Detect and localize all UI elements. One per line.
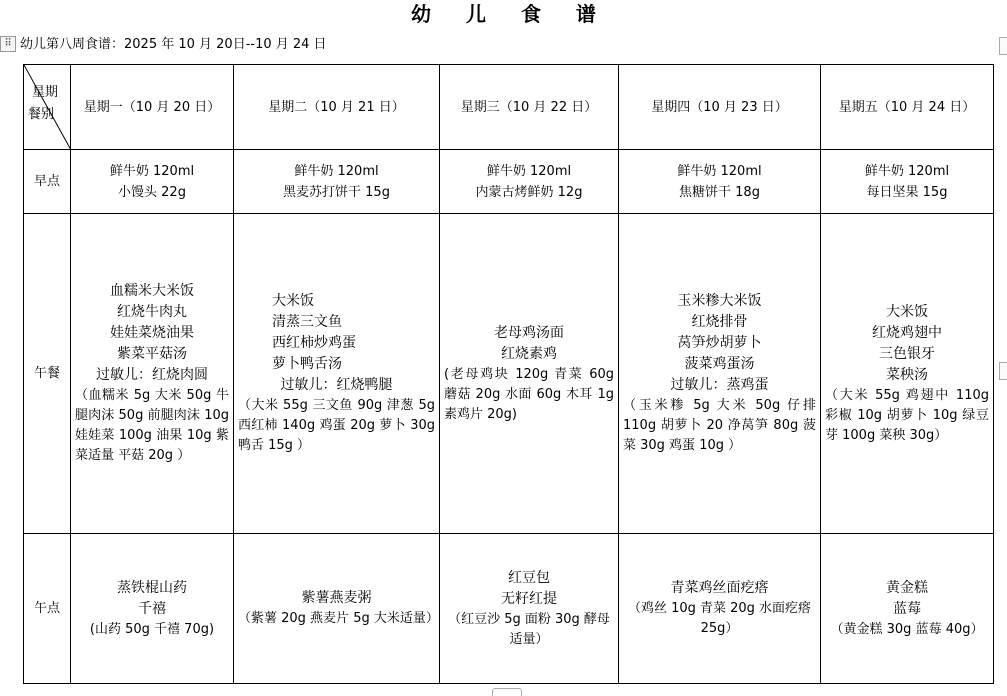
dish-name: 菜秧汤	[886, 366, 928, 383]
dish-name: 蓝莓	[893, 600, 921, 617]
meal-label-breakfast: 早点	[24, 150, 71, 214]
dish-name: 红烧排骨	[691, 314, 748, 330]
meal-label-lunch: 午餐	[24, 214, 71, 534]
header-row	[24, 65, 994, 150]
day-header-tuesday: 星期二（10 月 21 日）	[234, 65, 440, 150]
day-header-wednesday: 星期三（10 月 22 日）	[440, 65, 619, 150]
lunch-cell-tuesday	[234, 214, 440, 534]
page-title: 幼 儿 食 谱	[411, 2, 610, 26]
menu-item: 鲜牛奶 120ml	[677, 163, 762, 179]
dish-name: 红烧牛肉丸	[117, 304, 187, 320]
ingredient-detail: （大米 55g 三文鱼 90g 津葱 5g 西红柿 140g 鸡蛋 20g 萝卜 30g 鸭舌 15g ）	[238, 398, 435, 453]
ingredient-detail: （大米 55g 鸡翅中 110g 彩椒 10g 胡萝卜 10g 绿豆芽 100g 菜秧 30g）	[825, 387, 989, 443]
dish-name: 玉米糁大米饭	[677, 293, 762, 309]
breakfast-cell-monday	[71, 150, 234, 214]
menu-item: 鲜牛奶 120ml	[486, 163, 572, 179]
allergy-alternative: 过敏儿：红烧鸭腿	[280, 377, 393, 393]
ingredient-detail: （红豆沙 5g 面粉 30g 酵母适量）	[448, 611, 610, 647]
meal-label-snack: 午点	[24, 534, 71, 684]
dish-name: 萝卜鸭舌汤	[272, 356, 342, 372]
dish-name: 紫菜平菇汤	[117, 346, 187, 362]
dish-name: 红豆包	[508, 569, 550, 586]
breakfast-cell-friday	[821, 150, 994, 214]
menu-item: 鲜牛奶 120ml	[294, 163, 379, 179]
menu-item: 小馒头 22g	[118, 184, 186, 200]
ingredient-detail: （紫薯 20g 燕麦片 5g 大米适量）	[238, 611, 439, 626]
ingredient-detail: （玉米糁 5g 大米 50g 仔排 110g 胡萝卜 20 净莴笋 80g 菠菜 30g 鸡蛋 10g ）	[623, 398, 816, 453]
breakfast-row	[24, 150, 994, 214]
dish-name: 三色银牙	[879, 345, 935, 362]
ingredient-detail: （鸡丝 10g 青菜 20g 水面疙瘩 25g）	[627, 601, 812, 636]
dish-name: 千禧	[138, 600, 166, 617]
ingredient-detail: （黄金糕 30g 蓝莓 40g）	[830, 621, 984, 637]
menu-table	[23, 64, 994, 684]
snack-cell-tuesday	[234, 534, 440, 684]
dish-name: 蒸铁棍山药	[117, 579, 187, 596]
lunch-cell-friday	[821, 214, 994, 534]
breakfast-cell-tuesday	[234, 150, 440, 214]
snack-row	[24, 534, 994, 684]
menu-item: 焦糖饼干 18g	[679, 184, 760, 200]
day-header-monday: 星期一（10 月 20 日）	[71, 65, 234, 150]
dish-name: 无籽红提	[501, 590, 557, 607]
ingredient-detail: （血糯米 5g 大米 50g 牛腿肉沫 50g 前腿肉沫 10g 娃娃菜 100g 油果 10g 紫菜适量 平菇 20g ）	[75, 388, 229, 463]
table-move-handle-icon[interactable]: ⠿	[0, 36, 16, 52]
dish-name: 莴笋炒胡萝卜	[677, 335, 762, 351]
breakfast-cell-thursday	[619, 150, 821, 214]
day-header-thursday: 星期四（10 月 23 日）	[619, 65, 821, 150]
corner-weekday-label: 星期	[32, 85, 59, 100]
dish-name: 娃娃菜烧油果	[110, 325, 194, 341]
allergy-alternative: 过敏儿：红烧肉圆	[96, 367, 208, 383]
menu-item: 鲜牛奶 120ml	[864, 163, 950, 179]
ingredient-detail: (山药 50g 千禧 70g)	[89, 621, 215, 637]
ingredient-detail: (老母鸡块 120g 青菜 60g 蘑菇 20g 水面 60g 木耳 1g 素鸡片 20g)	[444, 366, 614, 422]
dish-name: 大米饭	[272, 293, 314, 309]
snack-cell-wednesday	[440, 534, 619, 684]
menu-item: 黑麦苏打饼干 15g	[283, 184, 390, 200]
lunch-cell-monday	[71, 214, 234, 534]
dish-name: 血糯米大米饭	[110, 283, 194, 299]
menu-item: 每日坚果 15g	[866, 184, 948, 200]
lunch-row	[24, 214, 994, 534]
dish-name: 红烧鸡翅中	[872, 324, 942, 341]
menu-item: 鲜牛奶 120ml	[109, 163, 195, 179]
bottom-scroll-tab[interactable]	[492, 688, 522, 696]
menu-item: 内蒙古烤鲜奶 12g	[475, 184, 583, 200]
week-subtitle: 幼儿第八周食谱：2025 年 10 月 20日--10 月 24 日	[20, 37, 327, 52]
snack-cell-thursday	[619, 534, 821, 684]
lunch-cell-thursday	[619, 214, 821, 534]
dish-name: 老母鸡汤面	[494, 324, 564, 341]
dish-name: 菠菜鸡蛋汤	[684, 356, 755, 372]
dish-name: 西红柿炒鸡蛋	[272, 335, 356, 351]
dish-name: 红烧素鸡	[501, 345, 557, 362]
day-header-friday: 星期五（10 月 24 日）	[821, 65, 994, 150]
dish-name: 黄金糕	[886, 579, 928, 596]
snack-cell-friday	[821, 534, 994, 684]
dish-name: 青菜鸡丝面疙瘩	[670, 580, 769, 596]
allergy-alternative: 过敏儿：蒸鸡蛋	[670, 377, 769, 393]
dish-name: 大米饭	[886, 303, 928, 320]
dish-name: 清蒸三文鱼	[272, 314, 342, 330]
dish-name: 紫薯燕麦粥	[301, 590, 372, 606]
corner-meal-label: 餐别	[28, 107, 55, 122]
margin-marker-top	[999, 37, 1007, 55]
snack-cell-monday	[71, 534, 234, 684]
breakfast-cell-wednesday	[440, 150, 619, 214]
lunch-cell-wednesday	[440, 214, 619, 534]
corner-header-cell	[24, 65, 71, 150]
margin-marker-middle	[999, 362, 1007, 380]
